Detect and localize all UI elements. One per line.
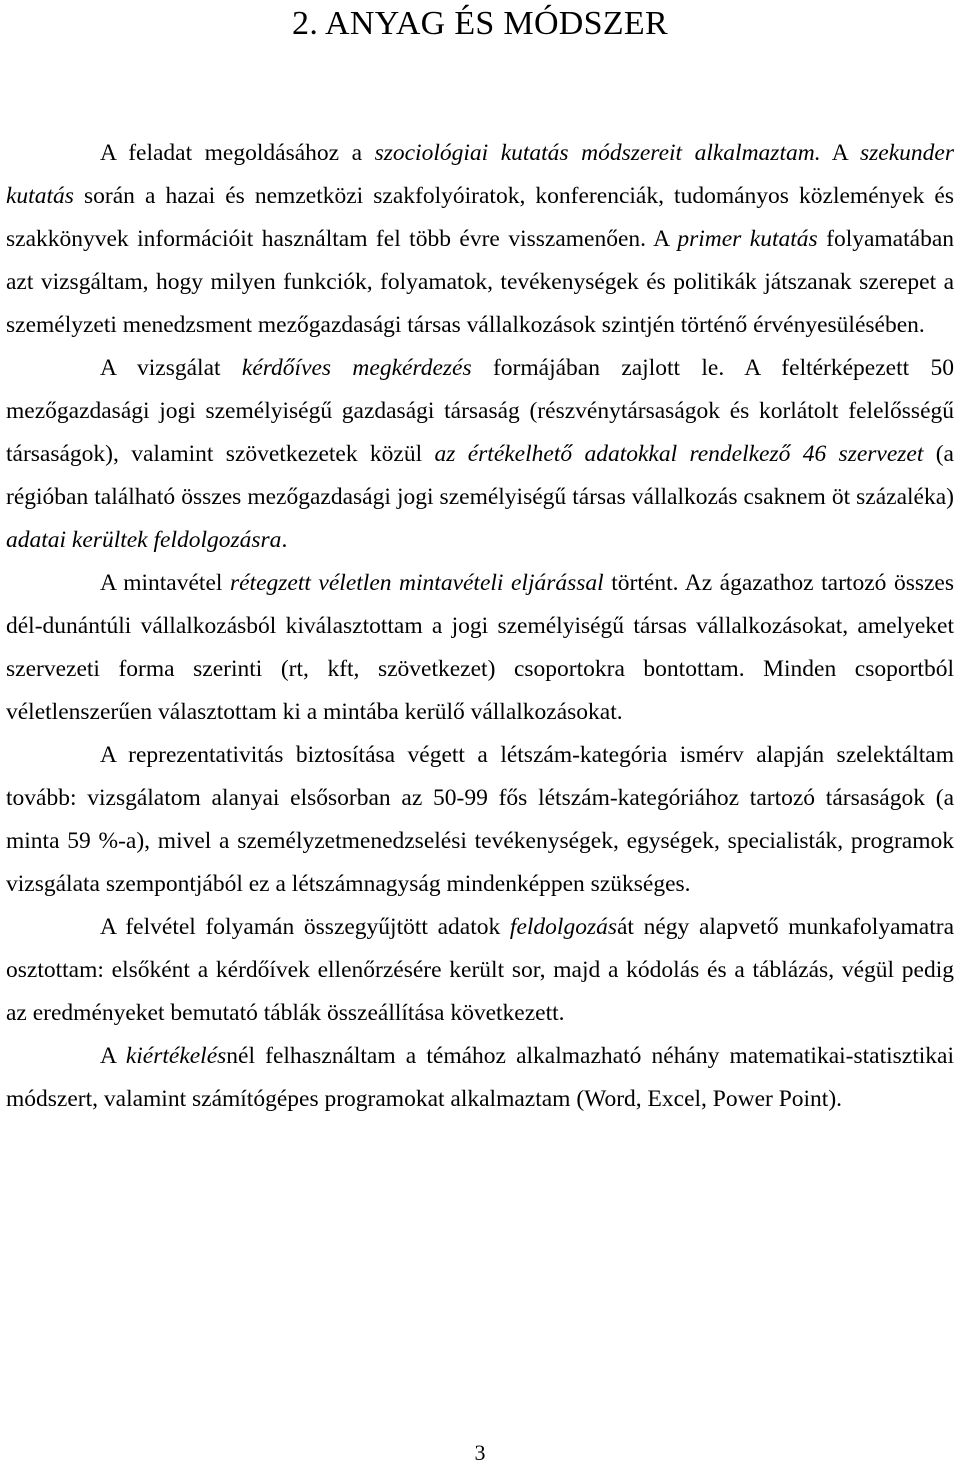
paragraph-survey <box>6 347 954 562</box>
text-run: történt. Az ágazathoz tartozó összes dél-dunántúli vállalkozásból kiválasztottam a jogi személyiségű társas vállalkozásokat, amelyeket szervezeti forma szerinti (rt, kft, szövetkezet) csoportokra bontottam. Minden csoportból véletlenszerűen választottam ki a mintába kerülő vállalkozásokat. <box>6 570 954 725</box>
text-run: A vizsgálat <box>100 355 242 381</box>
text-run: nél felhasználtam a témához alkalmazható néhány matematikai-statisztikai módszert, valamint számítógépes programokat alkalmaztam (Word, Excel, Power Point). <box>6 1043 954 1112</box>
page-heading: 2. ANYAG ÉS MÓDSZER <box>292 5 668 42</box>
text-run: A felvétel folyamán összegyűjtött adatok <box>100 914 510 940</box>
emphasized-text: kiértékelés <box>125 1043 227 1069</box>
emphasized-text: az értékelhető adatokkal rendelkező 46 szervezet <box>434 441 924 467</box>
emphasized-text: rétegzett véletlen mintavételi eljárással <box>229 570 604 596</box>
text-run: folyamatában azt vizsgáltam, hogy milyen funkciók, folyamatok, tevékenységek és politikák játszanak szerepet a személyzeti menedzsment mezőgazdasági társas vállalkozások szintjén történő érvényesülésében. <box>6 226 955 338</box>
text-run: . <box>281 527 288 553</box>
text-run: A feladat megoldásához a <box>100 140 375 166</box>
emphasized-text: adatai kerültek feldolgozásra <box>6 527 282 553</box>
paragraph-processing <box>6 906 954 1035</box>
text-run: (a régióban található összes mezőgazdasági jogi személyiségű társas vállalkozás csaknem öt százaléka) <box>6 441 954 510</box>
text-run: A reprezentativitás biztosítása végett a létszám-kategória ismérv alapján szelektáltam tovább: vizsgálatom alanyai elsősorban az 50-99 fős létszám-kategóriához tartozó társaságok (a minta 59 %-a), mivel a személyzetmenedzselési tevékenységek, egységek, specialisták, programok vizsgálata szempontjából ez a létszámnagyság mindenképpen szükséges. <box>6 742 954 897</box>
emphasized-text: feldolgozás <box>509 914 617 940</box>
text-run: A mintavétel <box>100 570 230 596</box>
text-run: A <box>820 140 861 166</box>
page-number: 3 <box>474 1440 486 1465</box>
text-run: át négy alapvető munkafolyamatra osztottam: elsőként a kérdőívek ellenőrzésére került sor, majd a kódolás és a táblázás, végül pedig az eredményeket bemutató táblák összeállítása következett. <box>6 914 954 1026</box>
text-run: A <box>100 1043 126 1069</box>
paragraph-sampling <box>6 562 954 734</box>
paragraph-representativeness <box>6 734 954 906</box>
paragraph-method-overview <box>6 132 954 347</box>
emphasized-text: kérdőíves megkérdezés <box>241 355 472 381</box>
emphasized-text: szekunder kutatás <box>6 140 954 209</box>
text-run: formájában zajlott le. A feltérképezett 50 mezőgazdasági jogi személyiségű gazdasági társaság (részvénytársaságok és korlátolt felelősségű társaságok), valamint szövetkezetek közül <box>6 355 955 467</box>
emphasized-text: szociológiai kutatás módszereit alkalmaztam. <box>374 140 821 166</box>
paragraph-evaluation <box>6 1035 954 1121</box>
emphasized-text: primer kutatás <box>677 226 818 252</box>
body-text <box>6 132 954 1121</box>
text-run: során a hazai és nemzetközi szakfolyóiratok, konferenciák, tudományos közlemények és szakkönyvek információit használtam fel több évre visszamenően. A <box>6 183 954 252</box>
